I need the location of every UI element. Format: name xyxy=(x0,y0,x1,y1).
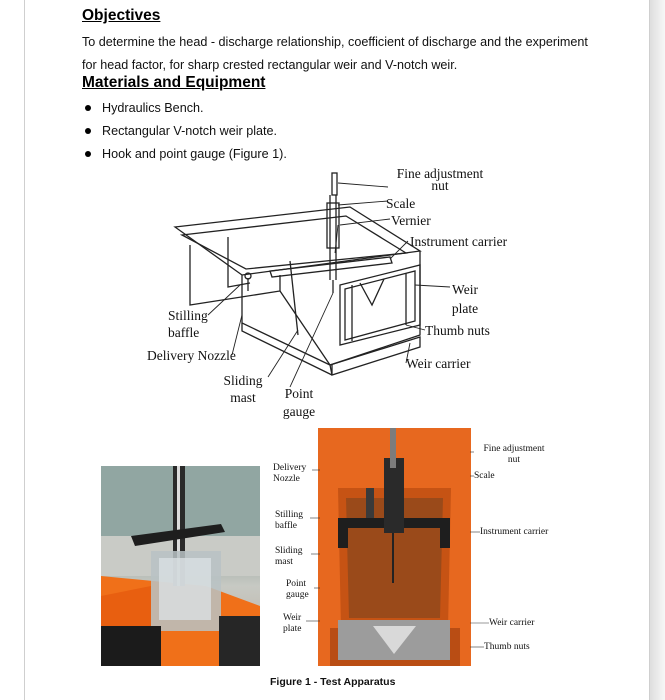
label-delivery-nozzle: Delivery Nozzle xyxy=(147,348,236,363)
photo-label-sliding: Sliding xyxy=(275,546,303,556)
label-weir-plate-line2: plate xyxy=(451,301,479,316)
page-left-edge xyxy=(24,0,25,700)
label-fine-adjustment xyxy=(380,166,500,193)
objectives-text: To determine the head - discharge relationship, coefficient of discharge and the experiment for head factor, for sharp crested rectangular weir and V-notch weir. xyxy=(82,35,588,72)
list-item: Hydraulics Bench. xyxy=(82,99,287,122)
label-weir-plate xyxy=(440,282,490,316)
photo-left-drawing xyxy=(101,466,260,666)
photo-label-weir: Weir xyxy=(283,613,302,623)
label-instrument-carrier: Instrument carrier xyxy=(410,234,508,249)
figure-caption: Figure 1 - Test Apparatus xyxy=(270,676,396,688)
page-shadow xyxy=(650,0,665,700)
photo-label-scale: Scale xyxy=(474,471,495,481)
photo-label-plate: plate xyxy=(283,624,302,634)
label-vernier: Vernier xyxy=(391,213,431,228)
apparatus-photo-right xyxy=(318,428,471,666)
materials-heading: Materials and Equipment xyxy=(82,74,266,91)
photo-label-instrument-carrier: Instrument carrier xyxy=(480,527,549,537)
label-thumb-nuts: Thumb nuts xyxy=(425,323,490,338)
label-point-gauge-line2: gauge xyxy=(282,404,316,419)
label-sliding-mast-line2: mast xyxy=(230,390,256,405)
materials-list xyxy=(82,99,287,168)
photo-label-weir-carrier: Weir carrier xyxy=(489,618,535,628)
photo-label-mast: mast xyxy=(275,557,293,567)
label-stilling-baffle-line2: baffle xyxy=(168,325,200,340)
list-item: Hook and point gauge (Figure 1). xyxy=(82,145,287,168)
label-sliding-mast-line1: Sliding xyxy=(223,373,263,388)
photo-label-fine-adjustment: Fine adjustment xyxy=(483,444,545,454)
photo-label-baffle: baffle xyxy=(275,521,297,531)
label-fine-adjustment-line2: nut xyxy=(431,178,449,193)
list-item: Rectangular V-notch weir plate. xyxy=(82,122,287,145)
photo-label-nozzle: Nozzle xyxy=(273,474,300,484)
photo-label-stilling: Stilling xyxy=(275,510,303,520)
photo-label-stilling-baffle xyxy=(275,510,303,532)
label-weir-plate-line1: Weir xyxy=(452,282,478,297)
photo-label-gauge: gauge xyxy=(286,590,309,600)
apparatus-photo-left xyxy=(101,466,260,666)
photo-label-delivery-nozzle xyxy=(273,463,306,485)
objectives-heading: Objectives xyxy=(82,7,161,24)
photo-label-thumb-nuts: Thumb nuts xyxy=(484,642,530,652)
label-scale: Scale xyxy=(386,196,416,211)
label-stilling-baffle-line1: Stilling xyxy=(168,308,208,323)
photo-label-nut: nut xyxy=(507,455,521,465)
label-fine-adjustment-line1: Fine adjustment xyxy=(396,166,484,181)
label-point-gauge xyxy=(278,386,320,419)
label-point-gauge-line1: Point xyxy=(284,386,314,401)
photo-label-point: Point xyxy=(286,579,307,589)
photo-label-weir-plate xyxy=(283,613,301,635)
photo-label-sliding-mast xyxy=(275,546,302,568)
photo-label-point-gauge xyxy=(286,579,309,601)
label-stilling-baffle xyxy=(168,308,208,340)
photo-label-delivery: Delivery xyxy=(273,463,307,473)
photo-right-drawing xyxy=(318,428,471,666)
label-weir-carrier: Weir carrier xyxy=(406,356,471,371)
photo-label-fine-adjustment-nut xyxy=(474,444,554,466)
label-sliding-mast xyxy=(218,373,268,405)
